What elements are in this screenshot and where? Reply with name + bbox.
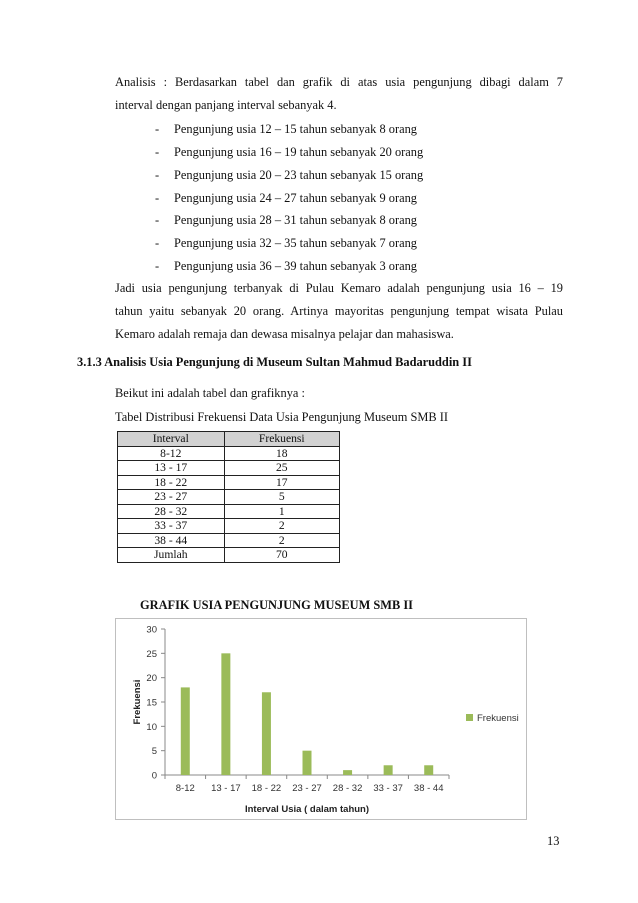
bullet-dash: -: [155, 236, 160, 250]
list-item-text: Pengunjung usia 28 – 31 tahun sebanyak 8 orang: [174, 213, 417, 227]
frequency-table: [117, 431, 340, 563]
y-tick-label: 30: [146, 624, 157, 636]
table-row: [118, 446, 340, 461]
x-tick-label: 18 - 22: [251, 783, 282, 794]
frequency-cell: 25: [224, 461, 339, 476]
table-row: [118, 490, 340, 505]
x-tick-label: 13 - 17: [211, 783, 241, 794]
legend-label: Frekuensi: [477, 713, 519, 724]
x-tick-label: 8-12: [175, 783, 195, 794]
frequency-cell: 18: [224, 446, 339, 461]
bullet-dash: -: [155, 168, 160, 182]
bullet-dash: -: [155, 122, 160, 136]
interval-cell: 33 - 37: [118, 519, 225, 534]
interval-cell: 23 - 27: [118, 490, 225, 505]
bullet-dash: -: [155, 213, 160, 227]
y-tick-label: 15: [146, 697, 157, 709]
x-tick-label: 33 - 37: [373, 783, 403, 794]
interval-cell: 38 - 44: [118, 533, 225, 548]
interval-cell: 8-12: [118, 446, 225, 461]
frequency-cell: 2: [224, 533, 339, 548]
x-tick-label: 38 - 44: [413, 783, 444, 794]
list-item-text: Pengunjung usia 32 – 35 tahun sebanyak 7 orang: [174, 236, 417, 250]
list-item-text: Pengunjung usia 12 – 15 tahun sebanyak 8 orang: [174, 122, 417, 136]
column-header-frequency: Frekuensi: [224, 432, 339, 447]
analysis-line-1: Analisis : Berdasarkan tabel dan grafik di atas usia pengunjung dibagi dalam 7: [115, 75, 563, 89]
bar: [384, 765, 393, 775]
frequency-cell: 2: [224, 519, 339, 534]
y-tick-label: 20: [146, 673, 157, 685]
table-row: [118, 461, 340, 476]
bullet-dash: -: [155, 259, 160, 273]
bar: [181, 687, 190, 775]
bullet-dash: -: [155, 145, 160, 159]
list-item-text: Pengunjung usia 16 – 19 tahun sebanyak 20 orang: [174, 145, 424, 159]
frequency-cell: 5: [224, 490, 339, 505]
conclusion-line-1: Jadi usia pengunjung terbanyak di Pulau Kemaro adalah pengunjung usia 16 – 19: [115, 281, 563, 295]
bar: [262, 692, 271, 775]
y-tick-label: 5: [151, 746, 157, 758]
total-label-cell: Jumlah: [118, 548, 225, 563]
page-number: 13: [547, 834, 560, 848]
conclusion-line-3: Kemaro adalah remaja dan dewasa misalnya pelajar dan mahasiswa.: [115, 327, 454, 341]
bar: [424, 765, 433, 775]
bar-chart: [115, 618, 527, 820]
table-row: [118, 519, 340, 534]
chart-heading: GRAFIK USIA PENGUNJUNG MUSEUM SMB II: [140, 598, 413, 612]
bar: [343, 770, 352, 775]
y-tick-label: 0: [151, 770, 157, 782]
table-row: [118, 533, 340, 548]
table-row: [118, 504, 340, 519]
table-caption: Tabel Distribusi Frekuensi Data Usia Pengunjung Museum SMB II: [115, 410, 448, 424]
bullet-dash: -: [155, 191, 160, 205]
x-axis-title: Interval Usia ( dalam tahun): [244, 804, 370, 815]
column-header-interval: Interval: [118, 432, 225, 447]
table-total-row: [118, 548, 340, 563]
y-axis-title: Frekuensi: [132, 679, 143, 725]
analysis-line-2: interval dengan panjang interval sebanyak 4.: [115, 98, 337, 112]
table-row: [118, 475, 340, 490]
table-header-row: [118, 432, 340, 447]
interval-cell: 28 - 32: [118, 504, 225, 519]
interval-cell: 13 - 17: [118, 461, 225, 476]
y-tick-label: 25: [146, 648, 157, 660]
list-item-text: Pengunjung usia 20 – 23 tahun sebanyak 15 orang: [174, 168, 424, 182]
legend-swatch: [466, 714, 473, 721]
section-intro: Beikut ini adalah tabel dan grafiknya :: [115, 386, 305, 400]
list-item-text: Pengunjung usia 24 – 27 tahun sebanyak 9 orang: [174, 191, 417, 205]
section-heading: 3.1.3 Analisis Usia Pengunjung di Museum Sultan Mahmud Badaruddin II: [77, 355, 472, 369]
frequency-cell: 1: [224, 504, 339, 519]
x-tick-label: 23 - 27: [292, 783, 322, 794]
y-tick-label: 10: [146, 721, 157, 733]
total-value-cell: 70: [224, 548, 339, 563]
interval-cell: 18 - 22: [118, 475, 225, 490]
list-item-text: Pengunjung usia 36 – 39 tahun sebanyak 3 orang: [174, 259, 417, 273]
chart-canvas: [116, 619, 526, 819]
conclusion-line-2: tahun yaitu sebanyak 20 orang. Artinya mayoritas pengunjung tempat wisata Pulau: [115, 304, 563, 318]
frequency-cell: 17: [224, 475, 339, 490]
x-tick-label: 28 - 32: [332, 783, 363, 794]
bar: [221, 653, 230, 775]
bar: [303, 751, 312, 775]
